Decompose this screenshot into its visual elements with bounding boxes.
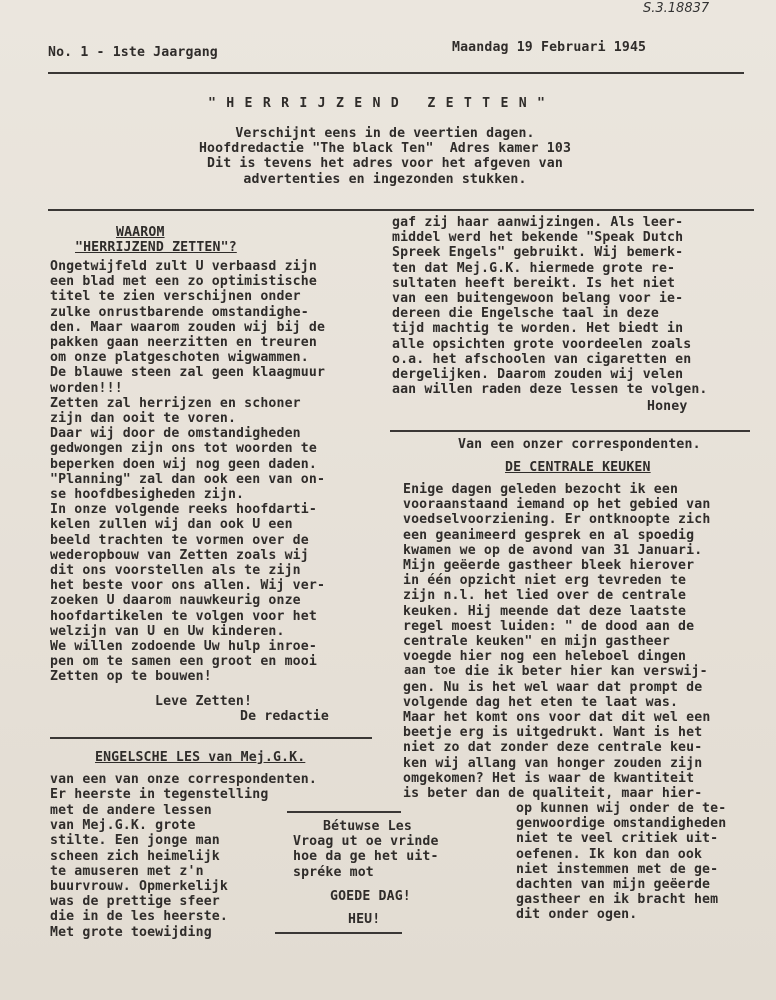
- text-line: stilte. Een jonge man: [50, 833, 220, 849]
- article-closing: Leve Zetten!: [155, 694, 253, 709]
- text-line: het beste voor ons allen. Wij ver-: [50, 578, 326, 594]
- text-line: hoe da ge het uit-: [293, 849, 439, 865]
- subtitle-line: Hoofdredactie "The black Ten" Adres kamer 103: [198, 141, 572, 157]
- text-line: op kunnen wij onder de te-: [516, 801, 727, 816]
- text-line: beperken doen wij nog geen daden.: [50, 456, 317, 472]
- text-line: voedselvoorziening. Er ontknoopte zich: [403, 512, 711, 528]
- section-rule: [275, 932, 402, 934]
- masthead-subtitle: [130, 126, 640, 187]
- text-line: In onze volgende reeks hoofdarti-: [50, 502, 317, 518]
- text-line: Zetten zal herrijzen en schoner: [50, 395, 301, 411]
- text-line: niet zo dat zonder deze centrale keu-: [403, 740, 703, 756]
- text-line: niet instemmen met de ge-: [516, 861, 719, 877]
- masthead-rule-top: [48, 72, 744, 74]
- text-line: worden!!!: [50, 380, 123, 396]
- article-heading: "HERRIJZEND ZETTEN"?: [75, 240, 237, 255]
- article-heading: DE CENTRALE KEUKEN: [505, 460, 651, 475]
- text-line: gen. Nu is het wel waar dat prompt de: [403, 679, 703, 695]
- subtitle-line: advertenties en ingezonden stukken.: [243, 171, 527, 187]
- article-signature: Honey: [647, 399, 688, 414]
- text-line: zulke onrustbarende omstandighe-: [50, 304, 309, 320]
- text-line: Zetten op te bouwen!: [50, 669, 212, 685]
- text-line: De blauwe steen zal geen klaagmuur: [50, 365, 326, 381]
- betuwse-answer: HEU!: [348, 912, 381, 927]
- betuwse-title: Bétuwse Les: [323, 819, 412, 834]
- newspaper-title: " H E R R I J Z E N D Z E T T E N ": [208, 96, 547, 111]
- text-line: ten dat Mej.G.K. hiermede grote re-: [392, 260, 676, 276]
- article-engelsche-body: [50, 803, 228, 940]
- text-line: tijd machtig te worden. Het biedt in: [392, 321, 684, 337]
- text-line: van Mej.G.K. grote: [50, 818, 196, 834]
- article-signature: De redactie: [240, 709, 329, 724]
- text-line: buurvrouw. Opmerkelijk: [50, 879, 228, 895]
- text-line: vooraanstaand iemand op het gebied van: [403, 497, 711, 513]
- text-line: beeld trachten te vormen over de: [50, 532, 309, 548]
- text-line: omgekomen? Het is waar de kwantiteit: [403, 770, 695, 786]
- text-insert: aan toe: [404, 663, 456, 677]
- article-waarom-body: [50, 259, 325, 685]
- archive-number: S.3.18837: [643, 1, 710, 16]
- text-line: oefenen. Ik kon dan ook: [516, 846, 703, 862]
- subtitle-line: Dit is tevens het adres voor het afgeven van: [207, 156, 563, 172]
- text-line: alle opsichten grote voordeelen zoals: [392, 336, 692, 352]
- issue-date: Maandag 19 Februari 1945: [452, 40, 647, 55]
- text-line: o.a. het afschoolen van cigaretten en: [392, 351, 692, 367]
- text-line: beetje erg is uitgedrukt. Want is het: [403, 725, 703, 741]
- text-line: aan willen raden deze lessen te volgen.: [392, 382, 708, 398]
- text-line: met de andere lessen: [50, 803, 212, 818]
- text-line: sultaten heeft bereikt. Is het niet: [392, 275, 676, 291]
- article-keuken-narrow: [516, 801, 726, 923]
- section-rule: [50, 737, 372, 739]
- text-line: Er heerste in tegenstelling: [50, 787, 269, 803]
- betuwse-greeting: GOEDE DAG!: [330, 889, 411, 904]
- article-engelsche-intro: [50, 772, 317, 802]
- text-line: Maar het komt ons voor dat dit wel een: [403, 710, 711, 726]
- text-line: pen om te samen een groot en mooi: [50, 654, 317, 670]
- text-line: kwamen we op de avond van 31 Januari.: [403, 542, 703, 558]
- text-line: den. Maar waarom zouden wij bij de: [50, 319, 326, 335]
- text-line: hoofdartikelen te volgen voor het: [50, 608, 317, 624]
- text-line: niet te veel critiek uit-: [516, 831, 719, 847]
- text-line: een geanimeerd gesprek en al spoedig: [403, 527, 695, 543]
- text-line: middel werd het bekende "Speak Dutch: [392, 230, 684, 246]
- article-engelsche-continued: [392, 215, 708, 397]
- text-line: pakken gaan neerzitten en treuren: [50, 335, 317, 351]
- text-line: dachten van mijn geëerde: [516, 877, 711, 893]
- article-heading: ENGELSCHE LES van Mej.G.K.: [95, 750, 306, 765]
- text-line: volgende dag het eten te laat was.: [403, 694, 679, 710]
- text-line: Enige dagen geleden bezocht ik een: [403, 482, 679, 497]
- text-line: centrale keuken" en mijn gastheer: [403, 634, 670, 650]
- text-line: dereen die Engelsche taal in deze: [392, 306, 659, 322]
- article-keuken-body: [403, 482, 710, 801]
- text-line: voegde hier nog een heleboel dingen: [403, 649, 687, 665]
- text-line: genwoordige omstandigheden: [516, 816, 727, 832]
- text-line: Vroag ut oe vrinde: [293, 834, 439, 850]
- article-byline: Van een onzer correspondenten.: [458, 437, 701, 452]
- text-line: spréke mot: [293, 864, 374, 880]
- issue-number: No. 1 - 1ste Jaargang: [48, 45, 218, 60]
- article-heading: WAAROM: [116, 225, 165, 240]
- text-line: die in de les heerste.: [50, 909, 228, 925]
- text-line: die ik beter hier kan verswij-: [465, 664, 708, 680]
- text-line: se hoofdbesigheden zijn.: [50, 487, 245, 503]
- text-line: is beter dan de qualiteit, maar hier-: [403, 786, 703, 802]
- text-line: regel moest luiden: " de dood aan de: [403, 618, 695, 634]
- text-line: van een van onze correspondenten.: [50, 772, 317, 787]
- text-line: kelen zullen wij dan ook U een: [50, 517, 293, 533]
- text-line: te amuseren met z'n: [50, 863, 204, 879]
- text-line: We willen zodoende Uw hulp inroe-: [50, 639, 317, 655]
- text-line: zijn dan ooit te voren.: [50, 411, 237, 427]
- text-line: was de prettige sfeer: [50, 894, 220, 910]
- text-line: keuken. Hij meende dat deze laatste: [403, 603, 687, 619]
- text-line: dit ons voorstellen als te zijn: [50, 563, 301, 579]
- text-line: om onze platgeschoten wigwammen.: [50, 350, 309, 366]
- text-line: zoeken U daarom nauwkeurig onze: [50, 593, 301, 609]
- text-line: ken wij allang van honger zouden zijn: [403, 755, 703, 771]
- text-line: zijn n.l. het lied over de centrale: [403, 588, 687, 604]
- text-line: gedwongen zijn ons tot woorden te: [50, 441, 317, 457]
- section-rule: [287, 811, 401, 813]
- text-line: titel te zien verschijnen onder: [50, 289, 301, 305]
- text-line: van een buitengewoon belang voor ie-: [392, 291, 684, 307]
- text-line: gastheer en ik bracht hem: [516, 892, 719, 908]
- text-line: dergelijken. Daarom zouden wij velen: [392, 367, 684, 383]
- text-line: welzijn van U en Uw kinderen.: [50, 623, 285, 639]
- text-line: een blad met een zo optimistische: [50, 274, 317, 290]
- masthead-rule-bottom: [48, 209, 754, 211]
- subtitle-line: Verschijnt eens in de veertien dagen.: [235, 126, 535, 141]
- text-line: dit onder ogen.: [516, 907, 638, 923]
- text-line: scheen zich heimelijk: [50, 848, 220, 864]
- text-line: gaf zij haar aanwijzingen. Als leer-: [392, 215, 684, 230]
- text-line: wederopbouw van Zetten zoals wij: [50, 547, 309, 563]
- text-line: "Planning" zal dan ook een van on-: [50, 471, 326, 487]
- text-line: Daar wij door de omstandigheden: [50, 426, 301, 442]
- text-line: in één opzicht niet erg tevreden te: [403, 573, 687, 589]
- betuwse-les: [293, 819, 439, 880]
- text-line: Spreek Engels" gebruikt. Wij bemerk-: [392, 245, 684, 261]
- section-rule: [390, 430, 750, 432]
- text-line: Mijn geëerde gastheer bleek hierover: [403, 558, 695, 574]
- text-line: Met grote toewijding: [50, 924, 212, 940]
- text-line: Ongetwijfeld zult U verbaasd zijn: [50, 259, 317, 274]
